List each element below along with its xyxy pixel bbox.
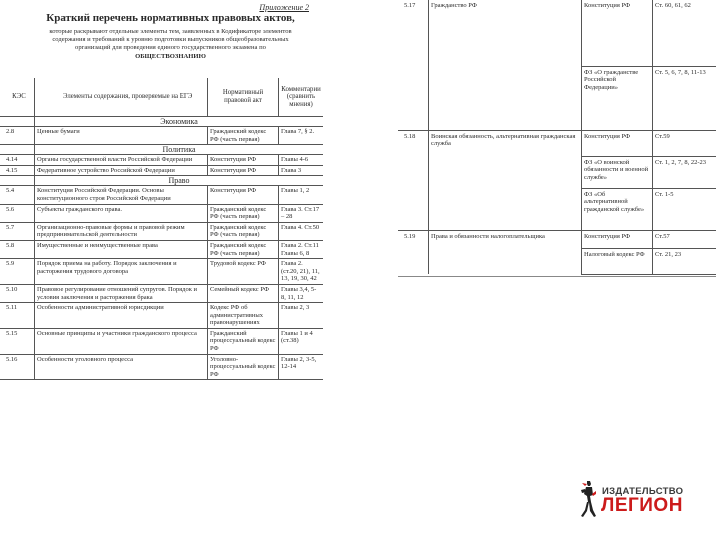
row-kes: 5.8 bbox=[0, 240, 35, 258]
table-row bbox=[398, 0, 716, 66]
logo-brand-text: ЛЕГИОН bbox=[601, 495, 683, 516]
subtitle-subject: ОБЩЕСТВОЗНАНИЮ bbox=[135, 52, 206, 60]
table-row bbox=[398, 130, 716, 156]
row-act: Конституция РФ bbox=[582, 130, 653, 156]
table-header-row bbox=[0, 78, 323, 117]
row-kes: 4.14 bbox=[0, 155, 35, 166]
table-row bbox=[398, 188, 716, 230]
row-comment: Ст. 1, 2, 7, 8, 22-23 bbox=[653, 156, 717, 188]
row-comment: Ст.59 bbox=[653, 130, 717, 156]
row-act: Гражданский процессуальный кодекс РФ bbox=[208, 328, 279, 354]
row-kes: 5.10 bbox=[0, 284, 35, 302]
row-comment: Ст. 5, 6, 7, 8, 11-13 bbox=[653, 66, 717, 130]
row-kes: 2.8 bbox=[0, 127, 35, 145]
row-element: Конституция Российской Федерации. Основы конституционного строя Российской Федерации bbox=[35, 186, 208, 204]
document-title: Краткий перечень нормативных правовых актов, bbox=[46, 12, 295, 24]
left-acts-table bbox=[0, 78, 323, 380]
table-row bbox=[0, 155, 323, 166]
row-element: Органы государственной власти Российской Федерации bbox=[35, 155, 208, 166]
table-row bbox=[0, 328, 323, 354]
right-page bbox=[398, 0, 720, 540]
row-act: Конституция РФ bbox=[582, 230, 653, 248]
subtitle-line: организаций для проведения единого государственного экзамена по bbox=[75, 44, 266, 52]
row-element: Субъекты гражданского права. bbox=[35, 204, 208, 222]
row-comment: Глава 7, § 2. bbox=[279, 127, 324, 145]
row-kes: 5.19 bbox=[398, 230, 429, 248]
row-comment: Главы 3,4, 5-8, 11, 12 bbox=[279, 284, 324, 302]
table-row bbox=[0, 127, 323, 145]
section-politics: Политика bbox=[35, 145, 324, 155]
row-element: Имущественные и неимущественные права bbox=[35, 240, 208, 258]
row-kes: 5.7 bbox=[0, 222, 35, 240]
row-element: Особенности уголовного процесса bbox=[35, 354, 208, 380]
table-row bbox=[0, 165, 323, 176]
row-kes: 5.4 bbox=[0, 186, 35, 204]
row-act: Конституция РФ bbox=[208, 155, 279, 166]
table-row bbox=[0, 354, 323, 380]
header-elements: Элементы содержания, проверяемые на ЕГЭ bbox=[35, 78, 208, 117]
row-act: Конституция РФ bbox=[208, 165, 279, 176]
row-comment: Главы 2, 3-5, 12-14 bbox=[279, 354, 324, 380]
row-comment: Ст.57 bbox=[653, 230, 717, 248]
section-law: Право bbox=[35, 176, 324, 186]
row-element: Особенности административной юрисдикции bbox=[35, 303, 208, 329]
row-comment: Главы 2, 3 bbox=[279, 303, 324, 329]
row-kes: 5.18 bbox=[398, 130, 429, 156]
section-row bbox=[0, 117, 323, 127]
row-kes: 5.16 bbox=[0, 354, 35, 380]
row-comment: Глава 3. Ст.17 – 28 bbox=[279, 204, 324, 222]
row-element: Основные принципы и участники гражданского процесса bbox=[35, 328, 208, 354]
table-row bbox=[0, 222, 323, 240]
row-comment: Глава 4. Ст.50 bbox=[279, 222, 324, 240]
table-row bbox=[0, 284, 323, 302]
table-row bbox=[0, 259, 323, 285]
row-comment: Глава 2. Ст.11 Главы 6, 8 bbox=[279, 240, 324, 258]
row-act: ФЗ «О гражданстве Российской Федерации» bbox=[582, 66, 653, 130]
header-comment: Комментарии (сравнить мнения) bbox=[279, 78, 324, 117]
table-row bbox=[0, 303, 323, 329]
document-subtitle bbox=[18, 28, 323, 61]
row-comment: Глава 3 bbox=[279, 165, 324, 176]
subtitle-line: которые раскрывают отдельные элементы тем, заявленных в Кодификаторе элементов bbox=[49, 28, 292, 35]
subtitle-line: содержания и требований к уровню подготовки выпускников общеобразовательных bbox=[52, 36, 289, 44]
section-row bbox=[0, 176, 323, 186]
header-act: Нормативный правовой акт bbox=[208, 78, 279, 117]
legionnaire-icon bbox=[578, 480, 598, 518]
row-act: Конституция РФ bbox=[582, 0, 653, 66]
row-comment: Ст. 1-5 bbox=[653, 188, 717, 230]
right-acts-table bbox=[398, 0, 716, 275]
row-act: Гражданский кодекс РФ (часть первая) bbox=[208, 240, 279, 258]
section-row bbox=[0, 145, 323, 155]
publisher-logo bbox=[578, 480, 698, 520]
row-element: Воинская обязанность, альтернативная гражданская служба bbox=[429, 130, 582, 156]
row-element: Гражданство РФ bbox=[429, 0, 582, 66]
row-act: Семейный кодекс РФ bbox=[208, 284, 279, 302]
left-page bbox=[0, 0, 335, 540]
row-kes: 5.11 bbox=[0, 303, 35, 329]
row-comment: Ст. 60, 61, 62 bbox=[653, 0, 717, 66]
section-economy: Экономика bbox=[35, 117, 324, 127]
row-element: Правовое регулирование отношений супругов. Порядок и условия заключения и расторжения брака bbox=[35, 284, 208, 302]
table-row bbox=[398, 230, 716, 248]
row-act: Налоговый кодекс РФ bbox=[582, 248, 653, 274]
row-element: Организационно-правовые формы и правовой режим предпринимательской деятельности bbox=[35, 222, 208, 240]
row-comment: Главы 1 и 4 (ст.38) bbox=[279, 328, 324, 354]
row-act: Гражданский кодекс РФ (часть первая) bbox=[208, 127, 279, 145]
table-row bbox=[398, 156, 716, 188]
row-kes: 5.9 bbox=[0, 259, 35, 285]
table-row bbox=[0, 186, 323, 204]
row-act: Гражданский кодекс РФ (часть первая) bbox=[208, 204, 279, 222]
table-row bbox=[398, 248, 716, 274]
row-kes: 5.15 bbox=[0, 328, 35, 354]
row-kes: 5.17 bbox=[398, 0, 429, 66]
header-kes: КЭС bbox=[0, 78, 35, 117]
row-act: Конституция РФ bbox=[208, 186, 279, 204]
row-act: ФЗ «Об альтернативной гражданской службе» bbox=[582, 188, 653, 230]
logo-publisher-text: ИЗДАТЕЛЬСТВО bbox=[602, 486, 684, 497]
row-element: Порядок приема на работу. Порядок заключения и расторжения трудового договора bbox=[35, 259, 208, 285]
row-comment: Ст. 21, 23 bbox=[653, 248, 717, 274]
row-kes: 5.6 bbox=[0, 204, 35, 222]
row-element: Права и обязанности налогоплательщика bbox=[429, 230, 582, 248]
row-act: Гражданский кодекс РФ (часть первая) bbox=[208, 222, 279, 240]
row-comment: Глава 2. (ст.20, 21), 11, 13, 19, 30, 42 bbox=[279, 259, 324, 285]
row-act: ФЗ «О воинской обязанности и военной службе» bbox=[582, 156, 653, 188]
appendix-label: Приложение 2 bbox=[259, 3, 309, 12]
row-comment: Главы 4-6 bbox=[279, 155, 324, 166]
table-row bbox=[0, 204, 323, 222]
row-act: Уголовно-процессуальный кодекс РФ bbox=[208, 354, 279, 380]
row-element: Ценные бумаги bbox=[35, 127, 208, 145]
row-comment: Главы 1, 2 bbox=[279, 186, 324, 204]
table-bottom-border bbox=[398, 276, 716, 277]
row-element: Федеративное устройство Российской Федерации bbox=[35, 165, 208, 176]
row-kes: 4.15 bbox=[0, 165, 35, 176]
table-row bbox=[398, 66, 716, 130]
row-act: Кодекс РФ об административных правонарушениях bbox=[208, 303, 279, 329]
table-row bbox=[0, 240, 323, 258]
row-act: Трудовой кодекс РФ bbox=[208, 259, 279, 285]
